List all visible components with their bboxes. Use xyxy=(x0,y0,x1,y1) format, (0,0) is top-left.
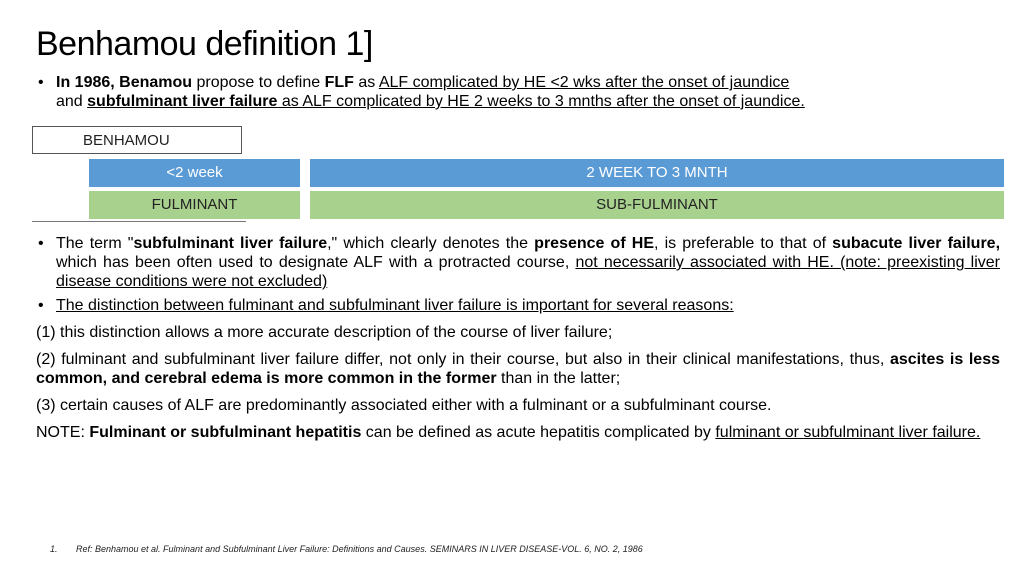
short-duration-bar: <2 week xyxy=(89,159,300,187)
text-span: than in the latter; xyxy=(496,370,621,387)
text-span: as xyxy=(353,74,379,91)
text-span: which has been often used to designate ALF with a protracted course, xyxy=(56,254,576,271)
bullet-text: The distinction between fulminant and subfulminant liver failure is important for several reasons: xyxy=(56,297,734,314)
divider-line xyxy=(32,221,246,222)
bullet-text xyxy=(38,73,1000,111)
text-span: , is preferable to that of xyxy=(654,235,833,252)
bold-term: presence of HE xyxy=(534,235,655,252)
underlined-subfulminant-definition: as ALF complicated by HE 2 weeks to 3 mnths after the onset of jaundice. xyxy=(277,93,805,110)
bullet-dot-icon: • xyxy=(38,235,44,252)
footnote-number: 1. xyxy=(50,544,58,554)
bullet-dot-icon: • xyxy=(38,74,44,91)
fulminant-bar: FULMINANT xyxy=(89,191,300,219)
bold-text: Fulminant or subfulminant hepatitis xyxy=(89,424,362,441)
underlined-text: not necessarily associated with HE. (note: preexisting liver disease conditions were not excluded) xyxy=(56,254,1000,290)
text-span: ," which clearly denotes the xyxy=(327,235,535,252)
text-span: can be defined as acute hepatitis complicated by xyxy=(361,424,716,441)
reason-2 xyxy=(36,350,1000,388)
note-paragraph xyxy=(36,423,1000,442)
reference-footnote xyxy=(50,544,643,554)
bullet-subfulminant-term xyxy=(38,234,1000,291)
bullet-benamou-definition xyxy=(38,73,1000,111)
bullet-dot-icon: • xyxy=(38,297,44,314)
bold-subfulminant-term: subfulminant liver failure xyxy=(87,93,278,110)
bold-author: In 1986, Benamou xyxy=(56,74,193,91)
text-span: NOTE: xyxy=(36,424,90,441)
underlined-text: fulminant or subfulminant liver failure. xyxy=(715,424,981,441)
bold-term: subfulminant liver failure xyxy=(133,235,328,252)
bullet-distinction xyxy=(38,296,1000,315)
text-span: The term " xyxy=(56,235,134,252)
long-duration-bar: 2 WEEK TO 3 MNTH xyxy=(310,159,1004,187)
slide-title: Benhamou definition 1] xyxy=(36,25,373,63)
text-span: and xyxy=(56,93,88,110)
subfulminant-bar: SUB-FULMINANT xyxy=(310,191,1004,219)
bold-flf: FLF xyxy=(324,74,354,91)
bullet-text xyxy=(38,234,1000,291)
reason-1: (1) this distinction allows a more accurate description of the course of liver failure; xyxy=(36,324,613,341)
text-span: propose to define xyxy=(192,74,325,91)
text-span: (2) fulminant and subfulminant liver failure differ, not only in their course, but also in their clinical manifestations, thus, xyxy=(36,351,890,368)
bold-term: subacute liver failure, xyxy=(832,235,1001,252)
reason-3: (3) certain causes of ALF are predominantly associated either with a fulminant or a subfulminant course. xyxy=(36,397,772,414)
bold-text: ascites is less common, and cerebral edema is more common in the former xyxy=(36,351,1001,387)
footnote-text: Ref: Benhamou et al. Fulminant and Subfulminant Liver Failure: Definitions and Causes. SEMINARS IN LIVER DISEASE-VOL. 6, NO. 2, 1986 xyxy=(76,544,643,554)
underlined-flf-definition: ALF complicated by HE <2 wks after the onset of jaundice xyxy=(378,74,790,91)
benhamou-header-box: BENHAMOU xyxy=(32,126,242,154)
